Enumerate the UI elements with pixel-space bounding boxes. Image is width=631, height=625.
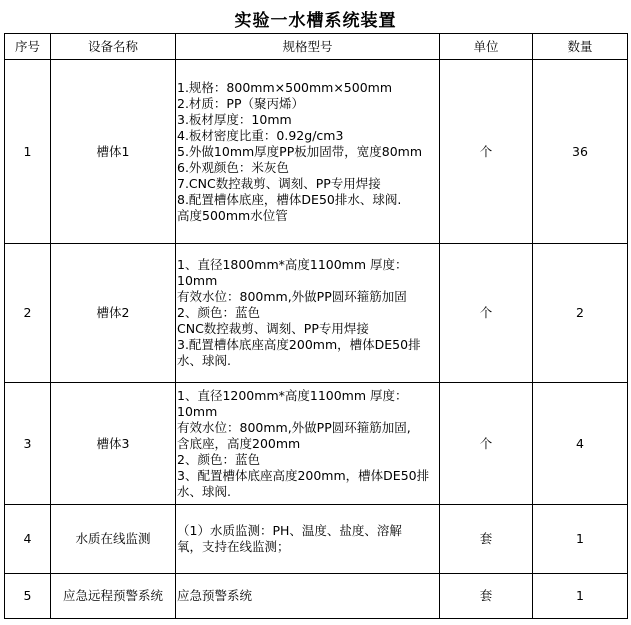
- header-seq: 序号: [5, 34, 51, 60]
- row-spec: 1.规格：800mm×500mm×500mm 2.材质：PP（聚丙烯） 3.板材厚度：10mm 4.板材密度比重：0.92g/cm3 5.外做10mm厚度PP板加固带，宽度80mm 6.外观颜色：米灰色 7.CNC数控裁剪、调刻、PP专用焊接 8.配置槽体底座，槽体DE50排水、球阀. 高度500mm水位管: [176, 60, 440, 244]
- table-row: [5, 60, 628, 244]
- table-header-row: [5, 34, 628, 60]
- row-qty: 1: [533, 574, 628, 619]
- row-qty: 1: [533, 505, 628, 574]
- row-spec: 应急预警系统: [176, 574, 440, 619]
- row-qty: 2: [533, 244, 628, 383]
- table-row: [5, 574, 628, 619]
- table-row: [5, 244, 628, 383]
- row-unit: 个: [440, 383, 533, 505]
- row-seq: 1: [5, 60, 51, 244]
- row-name: 水质在线监测: [51, 505, 176, 574]
- row-seq: 5: [5, 574, 51, 619]
- row-unit: 套: [440, 574, 533, 619]
- header-qty: 数量: [533, 34, 628, 60]
- document-title: 实验一水槽系统装置: [234, 11, 397, 31]
- row-spec: 1、直径1200mm*高度1100mm 厚度：10mm 有效水位：800mm,外做PP圆环箍筋加固, 含底座，高度200mm 2、颜色：蓝色 3、配置槽体底座高度200mm，槽体DE50排 水、球阀.: [176, 383, 440, 505]
- table-row: [5, 505, 628, 574]
- row-unit: 套: [440, 505, 533, 574]
- row-spec: 1、直径1800mm*高度1100mm 厚度：10mm 有效水位：800mm,外做PP圆环箍筋加固 2、颜色：蓝色 CNC数控裁剪、调刻、PP专用焊接 3.配置槽体底座高度200mm，槽体DE50排 水、球阀.: [176, 244, 440, 383]
- row-spec: （1）水质监测：PH、温度、盐度、溶解 氧，支持在线监测；: [176, 505, 440, 574]
- row-qty: 4: [533, 383, 628, 505]
- row-name: 槽体2: [51, 244, 176, 383]
- equipment-table: [4, 33, 628, 619]
- row-qty: 36: [533, 60, 628, 244]
- row-unit: 个: [440, 60, 533, 244]
- table-row: [5, 383, 628, 505]
- row-unit: 个: [440, 244, 533, 383]
- row-seq: 4: [5, 505, 51, 574]
- row-seq: 2: [5, 244, 51, 383]
- row-seq: 3: [5, 383, 51, 505]
- row-name: 槽体1: [51, 60, 176, 244]
- header-unit: 单位: [440, 34, 533, 60]
- row-name: 应急远程预警系统: [51, 574, 176, 619]
- header-spec: 规格型号: [176, 34, 440, 60]
- header-name: 设备名称: [51, 34, 176, 60]
- row-name: 槽体3: [51, 383, 176, 505]
